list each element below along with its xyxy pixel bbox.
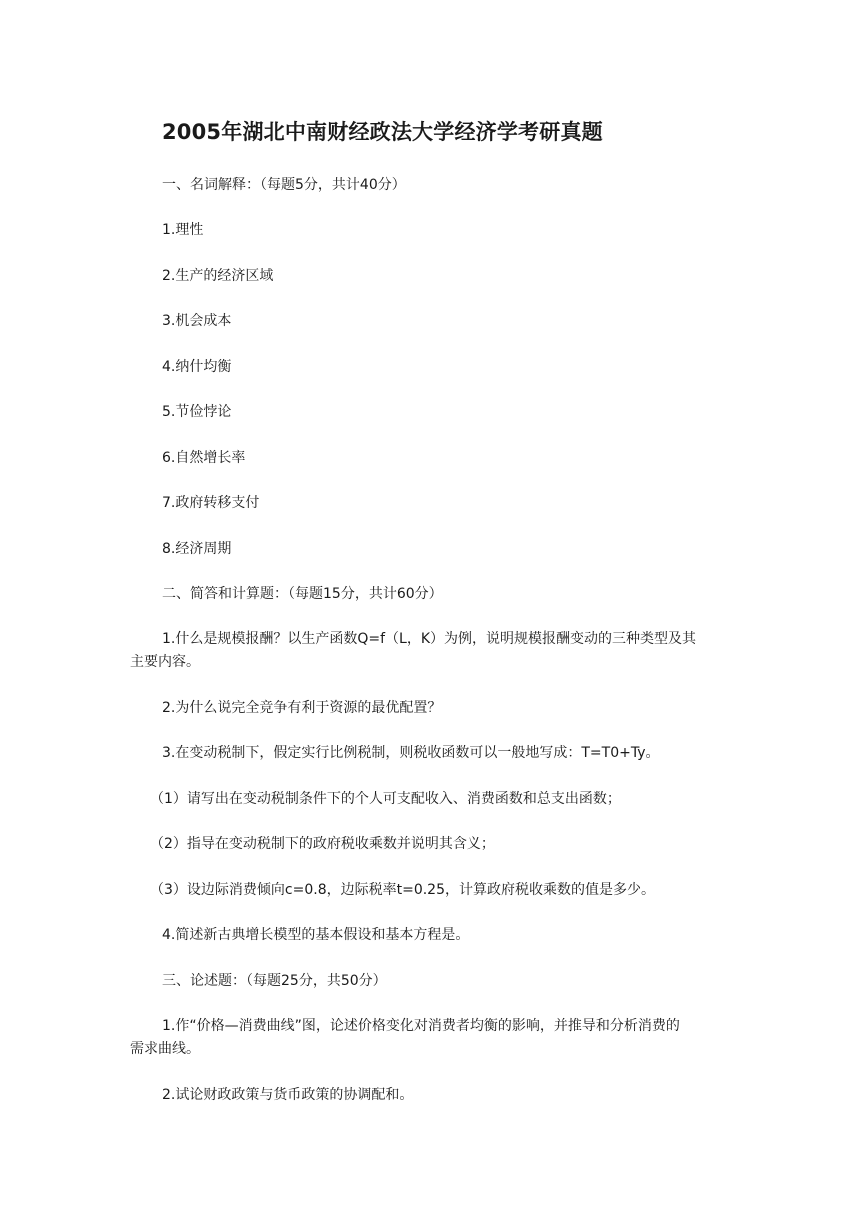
term-item: 4.纳什均衡: [162, 359, 232, 375]
sub-question-line: （1）请写出在变动税制条件下的个人可支配收入、消费函数和总支出函数；: [150, 791, 621, 807]
term-item: 2.生产的经济区域: [162, 268, 274, 284]
question-line: 需求曲线。: [130, 1041, 200, 1057]
question-line: 主要内容。: [130, 654, 200, 670]
term-item: 7.政府转移支付: [162, 495, 260, 511]
question-line: 1.什么是规模报酬？以生产函数Q=f（L，K）为例，说明规模报酬变动的三种类型及其: [162, 631, 697, 647]
question-line: 2.为什么说完全竞争有利于资源的最优配置？: [162, 700, 442, 716]
term-item: 8.经济周期: [162, 541, 232, 557]
question-line: 4.简述新古典增长模型的基本假设和基本方程是。: [162, 927, 470, 943]
page-title: 2005年湖北中南财经政法大学经济学考研真题: [162, 120, 603, 144]
term-item: 1.理性: [162, 222, 204, 238]
sub-question-line: （3）设边际消费倾向c=0.8，边际税率t=0.25，计算政府税收乘数的值是多少。: [150, 882, 655, 898]
question-line: 3.在变动税制下，假定实行比例税制，则税收函数可以一般地写成：T=T0+Ty。: [162, 745, 660, 761]
section2-heading: 二、简答和计算题：（每题15分，共计60分）: [162, 586, 443, 602]
term-item: 6.自然增长率: [162, 450, 246, 466]
section3-heading: 三、论述题：（每题25分，共50分）: [162, 973, 387, 989]
question-line: 2.试论财政政策与货币政策的协调配和。: [162, 1087, 414, 1103]
term-item: 3.机会成本: [162, 313, 232, 329]
section1-heading: 一、名词解释：（每题5分，共计40分）: [162, 177, 406, 193]
question-line: 1.作“价格—消费曲线”图，论述价格变化对消费者均衡的影响，并推导和分析消费的: [162, 1018, 680, 1034]
term-item: 5.节俭悖论: [162, 404, 232, 420]
sub-question-line: （2）指导在变动税制下的政府税收乘数并说明其含义；: [150, 836, 495, 852]
